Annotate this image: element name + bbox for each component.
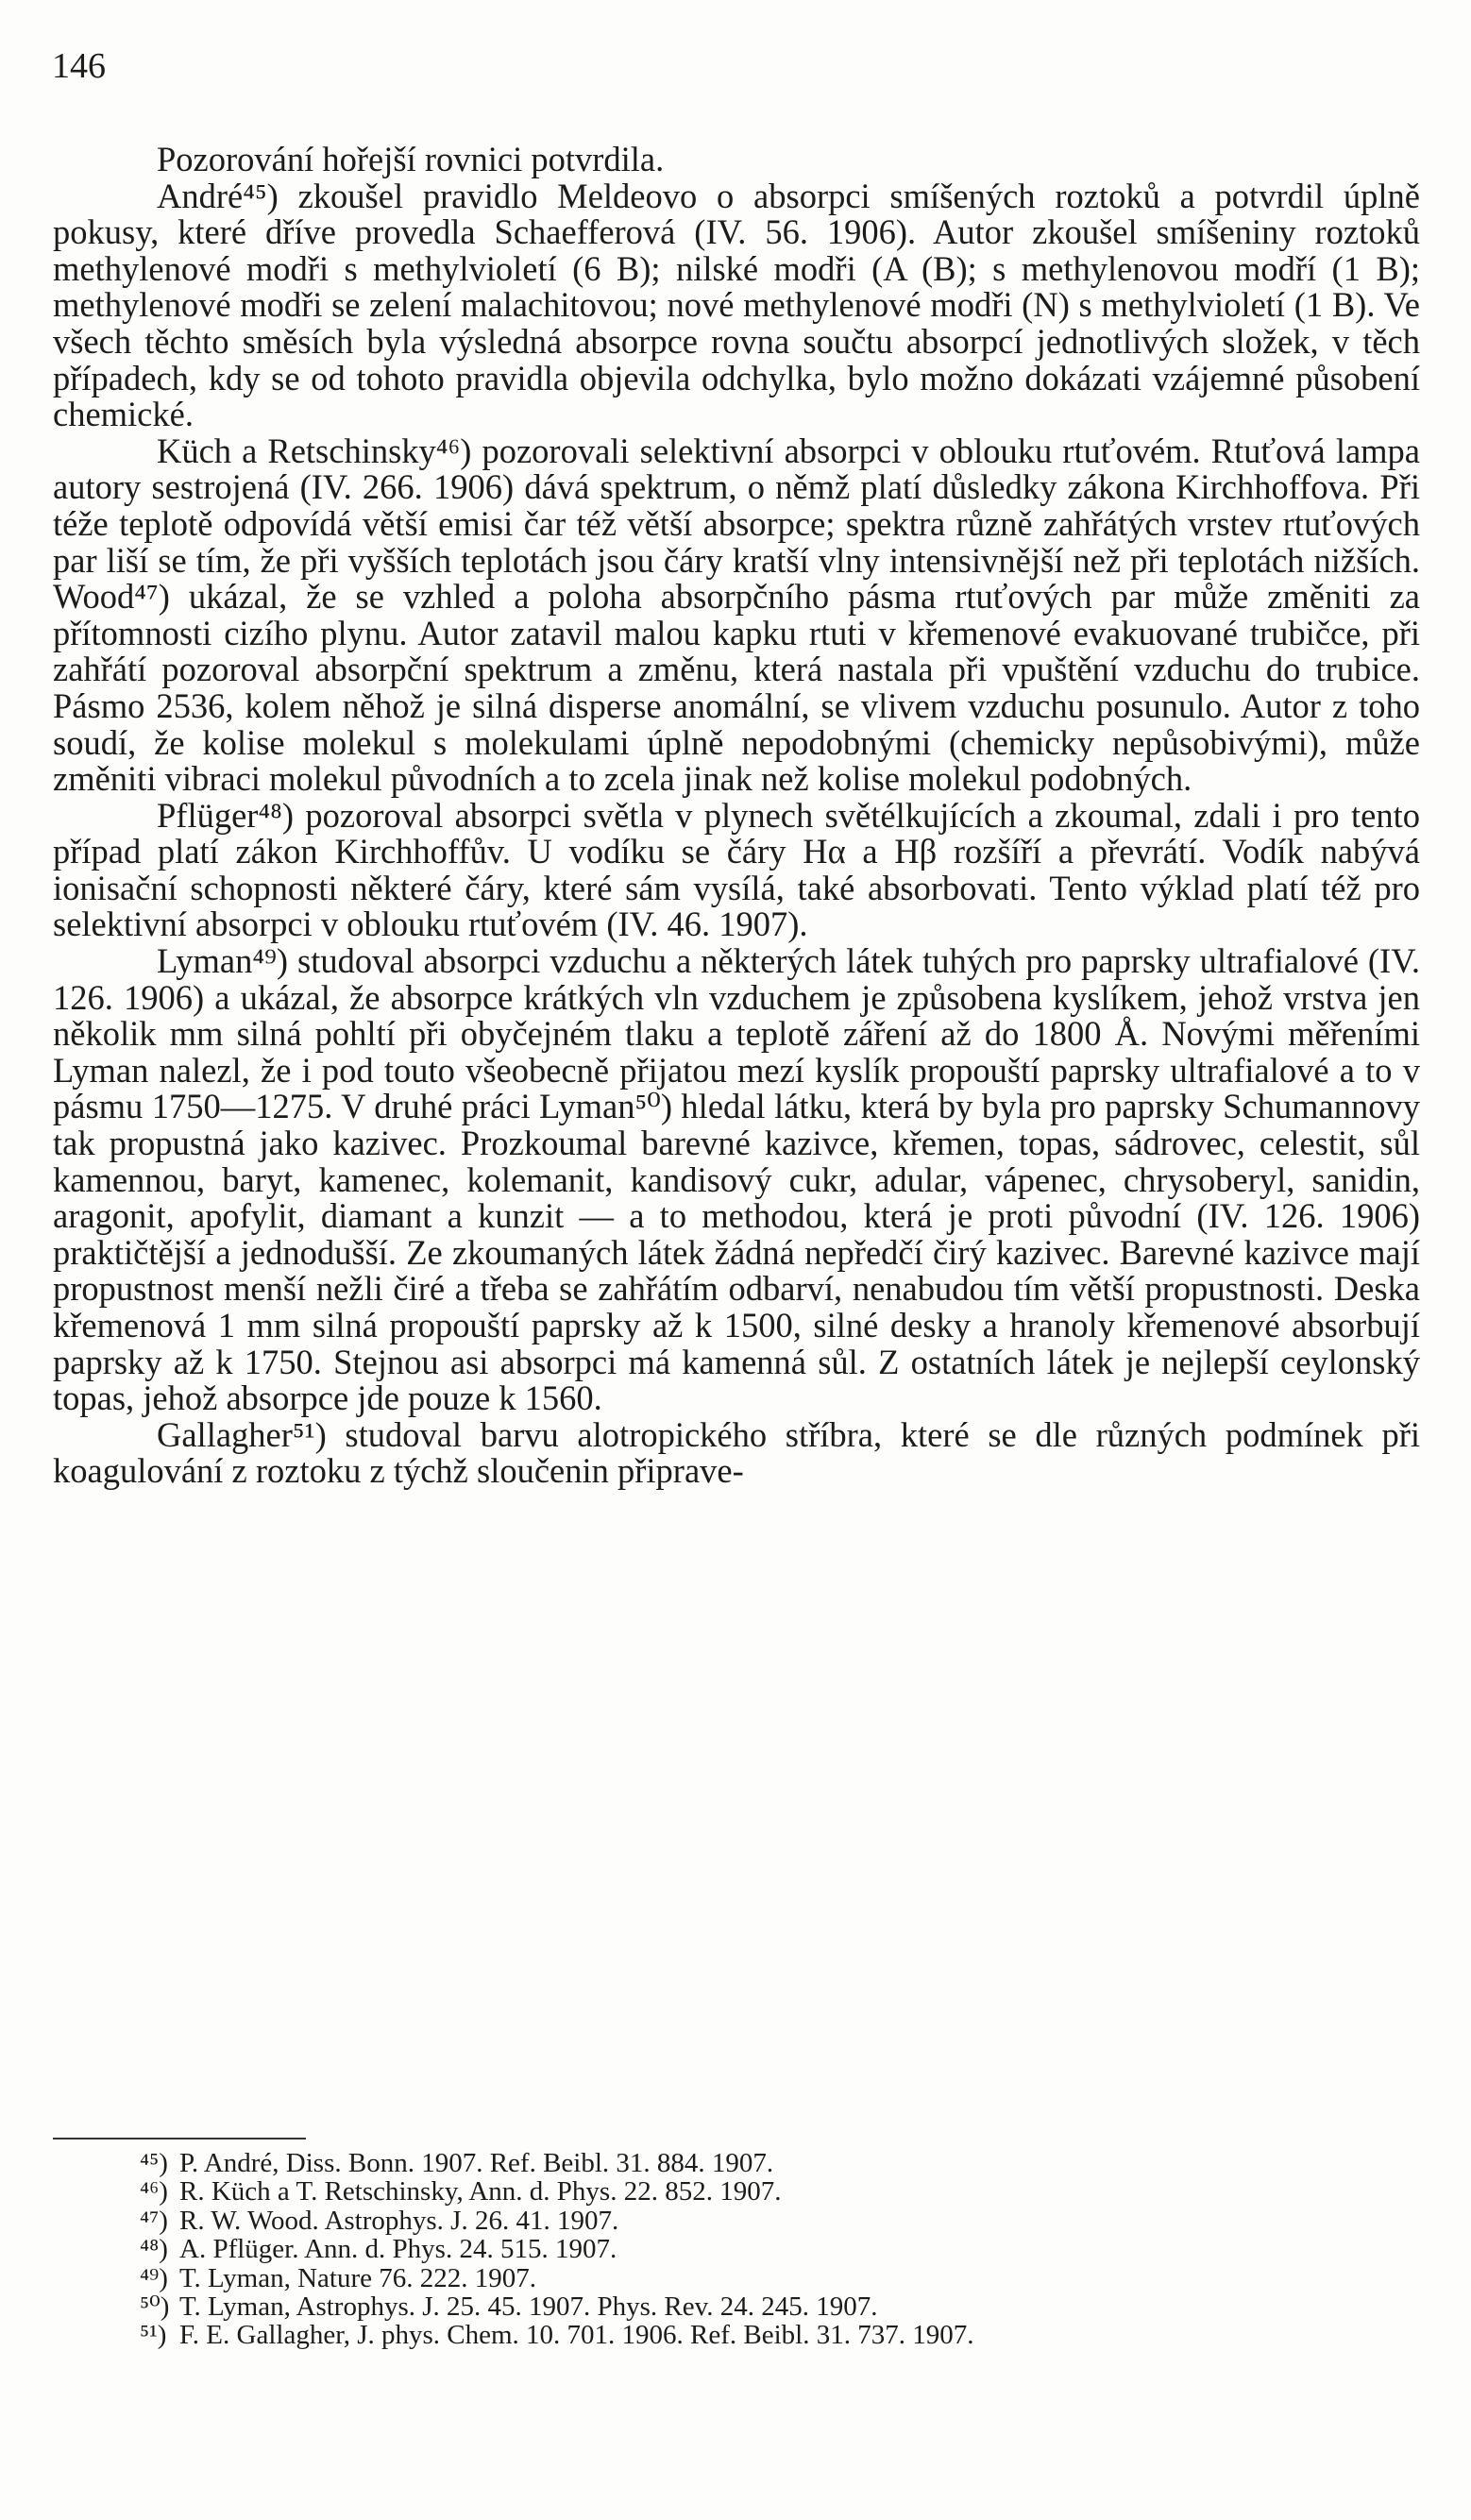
footnote-text: R. Küch a T. Retschinsky, Ann. d. Phys. 22. 852. 1907.	[179, 2176, 782, 2207]
footnote-text: T. Lyman, Astrophys. J. 25. 45. 1907. Phys. Rev. 24. 245. 1907.	[179, 2292, 878, 2323]
footnote-divider	[53, 2138, 306, 2139]
paragraph: Pflüger⁴⁸) pozoroval absorpci světla v plynech světélkujících a zkoumal, zdali i pro tento případ platí zákon Kirchhoffův. U vodíku se čáry Hα a Hβ rozšíří a převrátí. Vodík nabývá ionisační schopnosti některé čáry, které sám vysílá, také absorbovati. Tento výklad platí též pro selektivní absorpci v oblouku rtuťovém (IV. 46. 1907).	[53, 795, 1420, 944]
page-number: 146	[52, 46, 106, 86]
paragraph: Gallagher⁵¹) studoval barvu alotropického stříbra, které se dle různých podmínek při koagulování z roztoku z týchž sloučenin připrave-	[53, 1414, 1420, 1491]
footnote-number: ⁴⁹)	[140, 2262, 168, 2293]
footnote-number: ⁴⁵)	[140, 2148, 168, 2178]
footnote-number: ⁴⁸)	[140, 2234, 168, 2265]
footnote-text: R. W. Wood. Astrophys. J. 26. 41. 1907.	[179, 2205, 619, 2236]
footnote-number: ⁵¹)	[140, 2320, 167, 2351]
footnote-number: ⁴⁶)	[140, 2176, 168, 2207]
footnote-text: P. André, Diss. Bonn. 1907. Ref. Beibl. 31. 884. 1907.	[179, 2148, 774, 2178]
footnotes	[140, 2149, 1424, 2350]
footnote	[140, 2321, 1424, 2349]
footnote	[140, 2264, 1424, 2292]
footnote	[140, 2292, 1424, 2321]
footnote-number: ⁵⁰)	[140, 2292, 170, 2323]
footnote-text: T. Lyman, Nature 76. 222. 1907.	[179, 2262, 537, 2293]
footnote	[140, 2177, 1424, 2206]
footnote-text: A. Pflüger. Ann. d. Phys. 24. 515. 1907.	[179, 2234, 617, 2265]
footnote	[140, 2149, 1424, 2177]
footnote	[140, 2207, 1424, 2235]
paragraph: André⁴⁵) zkoušel pravidlo Meldeovo o absorpci smíšených roztoků a potvrdil úplně pokusy, které dříve provedla Schaefferová (IV. 56. 1906). Autor zkoušel smíšeniny roztoků methylenové modři s methylvioletí (6 B); nilské modři (A (B); s methylenovou modří (1 B); methylenové modři se zelení malachitovou; nové methylenové modři (N) s methylvioletí (1 B). Ve všech těchto směsích byla výsledná absorpce rovna součtu absorpcí jednotlivých složek, v těch případech, kdy se od tohoto pravidla objevila odchylka, bylo možno dokázati vzájemné působení chemické.	[53, 176, 1420, 434]
body-text	[53, 142, 1420, 1490]
footnote-text: F. E. Gallagher, J. phys. Chem. 10. 701. 1906. Ref. Beibl. 31. 737. 1907.	[179, 2320, 974, 2351]
paragraph: Küch a Retschinsky⁴⁶) pozorovali selektivní absorpci v oblouku rtuťovém. Rtuťová lampa autory sestrojená (IV. 266. 1906) dává spektrum, o němž platí důsledky zákona Kirchhoffova. Při téže teplotě odpovídá větší emisi čar též větší absorpce; spektra různě zahřátých vrstev rtuťových par liší se tím, že při vyšších teplotách jsou čáry kratší vlny intensivnější než při teplotách nižších. Wood⁴⁷) ukázal, že se vzhled a poloha absorpčního pásma rtuťových par může změniti za přítomnosti cizího plynu. Autor zatavil malou kapku rtuti v křemenové evakuované trubičce, při zahřátí pozoroval absorpční spektrum a změnu, která nastala při vpuštění vzduchu do trubice. Pásmo 2536, kolem něhož je silná disperse anomální, se vlivem vzduchu posunulo. Autor z toho soudí, že kolise molekul s molekulami úplně nepodobnými (chemicky nepůsobivými), může změniti vibraci molekul původních a to zcela jinak než kolise molekul podobných.	[53, 431, 1420, 799]
paragraph: Lyman⁴⁹) studoval absorpci vzduchu a některých látek tuhých pro paprsky ultrafialové (IV. 126. 1906) a ukázal, že absorpce krátkých vln vzduchem je způsobena kyslíkem, jehož vrstva jen několik mm silná pohltí při obyčejném tlaku a teplotě záření až do 1800 Å. Novými měřeními Lyman nalezl, že i pod touto všeobecně přijatou mezí kyslík propouští paprsky ultrafialové a to v pásmu 1750—1275. V druhé práci Lyman⁵⁰) hledal látku, která by byla pro paprsky Schumannovy tak propustná jako kazivec. Prozkoumal barevné kazivce, křemen, topas, sádrovec, celestit, sůl kamennou, baryt, kamenec, kolemanit, kandisový cukr, adular, vápenec, chrysoberyl, sanidin, aragonit, apofylit, diamant a kunzit — a to methodou, která je proti původní (IV. 126. 1906) praktičtější a jednodušší. Ze zkoumaných látek žádná nepředčí čirý kazivec. Barevné kazivce mají propustnost menší nežli čiré a třeba se zahřátím odbarví, nenabudou tím větší propustnosti. Deska křemenová 1 mm silná propouští paprsky až k 1500, silné desky a hranoly křemenové absorbují paprsky až k 1750. Stejnou asi absorpci má kamenná sůl. Z ostatních látek je nejlepší ceylonský topas, jehož absorpce jde pouze k 1560.	[53, 941, 1420, 1418]
footnote-number: ⁴⁷)	[140, 2205, 168, 2236]
paragraph: Pozorování hořejší rovnici potvrdila.	[157, 140, 665, 178]
footnote	[140, 2235, 1424, 2263]
